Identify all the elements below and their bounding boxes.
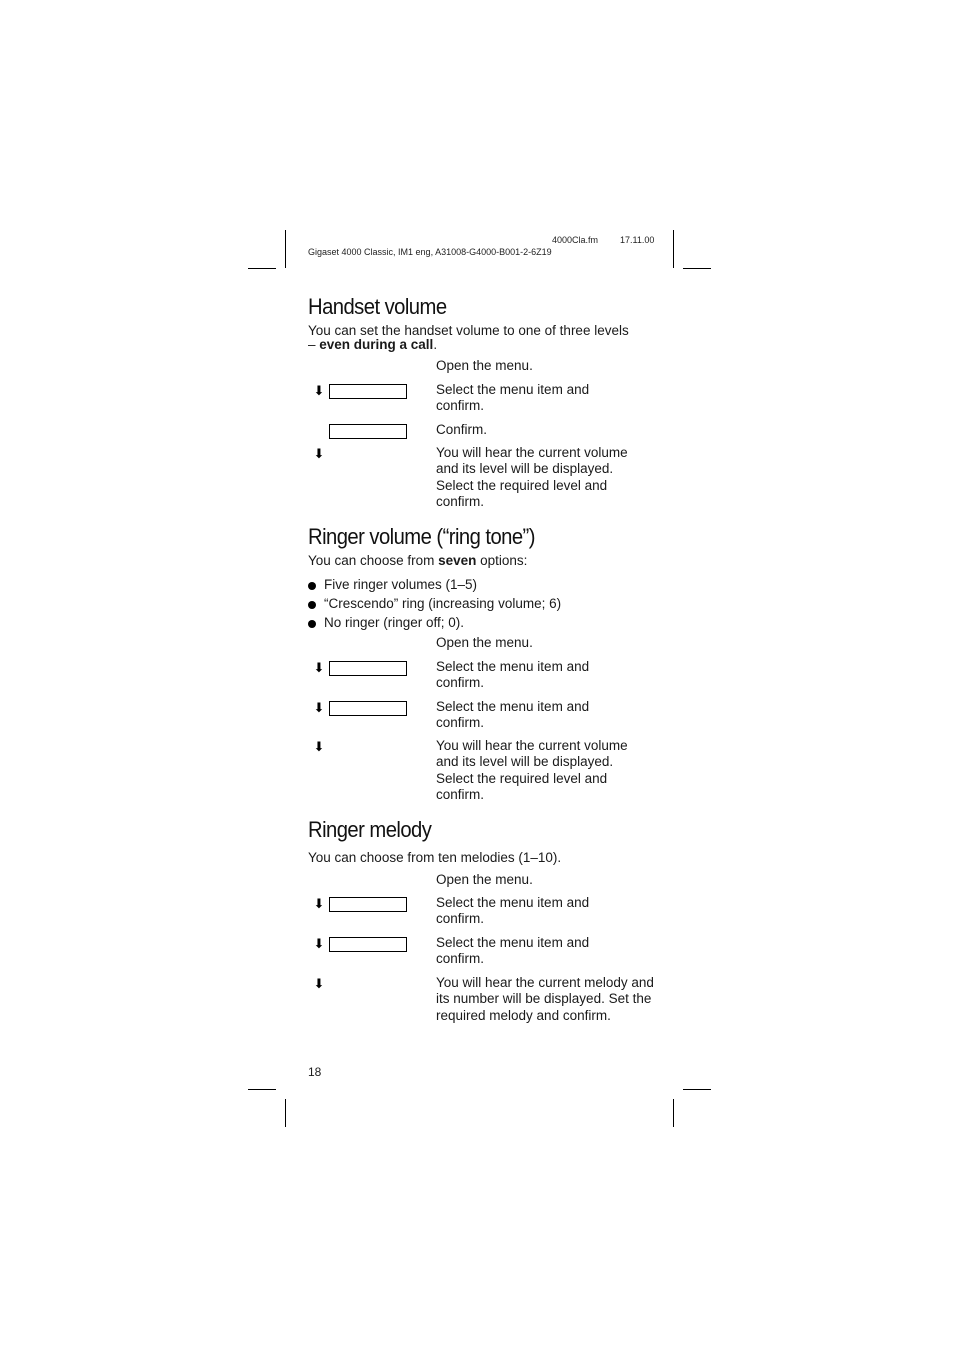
- bullet-icon: [308, 620, 316, 628]
- step-text: You will hear the current volume and its level will be displayed. Select the required level and confirm.: [436, 445, 628, 509]
- step-text: Select the menu item and confirm.: [436, 895, 590, 927]
- page-number: 18: [308, 1065, 322, 1079]
- arrow-down-icon: ⬇: [313, 976, 325, 991]
- crop-mark: [683, 268, 711, 269]
- step-text: Select the menu item and confirm.: [436, 935, 590, 967]
- intro-bold: seven: [438, 553, 477, 568]
- ringer-volume-intro: [308, 553, 648, 569]
- arrow-down-icon: ⬇: [313, 700, 325, 715]
- arrow-down-icon: ⬇: [313, 896, 325, 911]
- arrow-down-icon: ⬇: [313, 383, 325, 398]
- step-text: Select the menu item and confirm.: [436, 699, 590, 731]
- step-text: You will hear the current volume and its level will be displayed. Select the required level and confirm.: [436, 738, 628, 802]
- intro-text: You can choose from: [308, 553, 439, 568]
- step-text: Open the menu.: [436, 872, 533, 887]
- intro-bold: even during a call: [319, 337, 434, 352]
- section-title-ringer-melody: Ringer melody: [308, 817, 432, 842]
- intro-text-end: .: [433, 337, 438, 352]
- bullet-icon: [308, 601, 316, 609]
- bullet-item: “Crescendo” ring (increasing volume; 6): [324, 596, 562, 611]
- header-date: 17.11.00: [620, 235, 655, 245]
- display-field: [329, 897, 407, 912]
- crop-mark: [683, 1089, 711, 1090]
- display-field: [329, 701, 407, 716]
- step-text: Open the menu.: [436, 635, 533, 650]
- crop-mark: [673, 1099, 674, 1127]
- intro-text: You can set the handset volume to one of three levels –: [308, 323, 629, 352]
- arrow-down-icon: ⬇: [313, 739, 325, 754]
- header-filename: 4000Cla.fm: [552, 235, 599, 245]
- crop-mark: [673, 230, 674, 268]
- step-text: Open the menu.: [436, 358, 533, 373]
- bullet-item: No ringer (ringer off; 0).: [324, 615, 465, 630]
- arrow-down-icon: ⬇: [313, 660, 325, 675]
- intro-text-end: options:: [476, 553, 528, 568]
- section-title-handset-volume: Handset volume: [308, 294, 447, 319]
- step-text: You will hear the current melody and its number will be displayed. Set the required melody and confirm.: [436, 975, 654, 1023]
- bullet-icon: [308, 582, 316, 590]
- crop-mark: [248, 1089, 276, 1090]
- display-field: [329, 384, 407, 399]
- display-field: [329, 424, 407, 439]
- step-text: Confirm.: [436, 422, 488, 437]
- handset-volume-intro: [308, 324, 638, 352]
- crop-mark: [285, 1099, 286, 1127]
- section-title-ringer-volume: Ringer volume (“ring tone”): [308, 524, 535, 549]
- crop-mark: [285, 230, 286, 268]
- bullet-item: Five ringer volumes (1–5): [324, 577, 478, 592]
- crop-mark: [248, 268, 276, 269]
- step-text: Select the menu item and confirm.: [436, 382, 590, 414]
- header-product: Gigaset 4000 Classic, IM1 eng, A31008-G4000-B001-2-6Z19: [308, 247, 552, 257]
- display-field: [329, 661, 407, 676]
- display-field: [329, 937, 407, 952]
- ringer-melody-intro: You can choose from ten melodies (1–10).: [308, 850, 562, 865]
- step-text: Select the menu item and confirm.: [436, 659, 590, 691]
- arrow-down-icon: ⬇: [313, 936, 325, 951]
- arrow-down-icon: ⬇: [313, 446, 325, 461]
